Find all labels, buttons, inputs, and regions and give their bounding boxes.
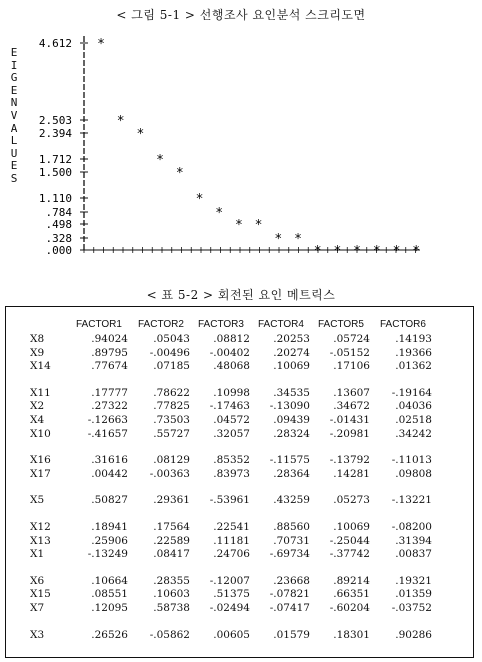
y-axis-letter: N xyxy=(10,96,18,110)
row-label: X16 xyxy=(30,454,51,467)
y-tick-label: 4.612 xyxy=(38,37,72,50)
matrix-cell: .28355 xyxy=(153,574,190,587)
matrix-cell: .20253 xyxy=(273,333,310,345)
matrix-cell: .19366 xyxy=(395,346,432,359)
matrix-cell: .05724 xyxy=(333,333,370,345)
matrix-cell: -.37742 xyxy=(329,548,370,561)
row-label: X11 xyxy=(30,386,51,399)
matrix-cell: -.60204 xyxy=(329,602,370,614)
matrix-cell: -.05862 xyxy=(149,628,190,641)
y-tick-label: .000 xyxy=(45,244,72,256)
matrix-cell: -.13249 xyxy=(87,548,128,561)
matrix-cell: .08551 xyxy=(91,588,128,601)
matrix-cell: .34672 xyxy=(333,400,370,413)
y-tick-label: .784 xyxy=(45,206,72,219)
matrix-cell: -.25044 xyxy=(329,534,370,547)
matrix-cell: .34242 xyxy=(395,427,432,440)
y-axis-letter: S xyxy=(10,172,18,185)
y-axis-letter: A xyxy=(10,121,18,135)
data-point: * xyxy=(274,232,283,247)
matrix-cell: .11181 xyxy=(213,534,250,547)
matrix-cell: -.05152 xyxy=(329,346,370,359)
rotated-factor-matrix xyxy=(5,306,474,658)
column-header: FACTOR6 xyxy=(380,319,426,330)
row-label: X13 xyxy=(30,534,51,547)
matrix-cell: .08417 xyxy=(153,548,190,561)
y-axis-letter: E xyxy=(10,159,18,173)
matrix-cell: .10069 xyxy=(273,360,310,373)
data-point: * xyxy=(215,206,224,221)
data-point: * xyxy=(392,244,401,256)
matrix-cell: -.07821 xyxy=(269,588,310,601)
matrix-cell: .85352 xyxy=(213,454,250,467)
matrix-cell: -.12007 xyxy=(209,574,250,587)
data-point: * xyxy=(254,218,263,233)
matrix-cell: .50827 xyxy=(91,494,128,507)
matrix-cell: .32057 xyxy=(213,427,250,440)
matrix-cell: .05043 xyxy=(153,333,190,345)
row-label: X15 xyxy=(30,588,51,601)
y-tick-label: 1.110 xyxy=(38,192,72,205)
row-label: X14 xyxy=(30,360,51,373)
y-axis-letter: E xyxy=(10,46,18,59)
matrix-cell: .10664 xyxy=(91,574,128,587)
row-label: X10 xyxy=(30,427,51,440)
y-tick-label: .328 xyxy=(45,232,72,245)
matrix-cell: -.01431 xyxy=(329,414,370,426)
matrix-cell: .34535 xyxy=(273,386,310,399)
table-caption: < 표 5-2 > 회전된 요인 메트릭스 xyxy=(146,288,336,302)
data-point: * xyxy=(195,192,204,207)
matrix-cell: .88560 xyxy=(273,521,310,533)
y-tick-label: 2.394 xyxy=(38,127,72,140)
matrix-cell: -.19164 xyxy=(391,386,432,399)
matrix-cell: .00442 xyxy=(91,467,128,480)
matrix-cell: .17777 xyxy=(91,386,128,399)
matrix-cell: -.12663 xyxy=(87,414,128,426)
matrix-cell: .18941 xyxy=(91,521,128,533)
matrix-cell: .55727 xyxy=(153,427,190,440)
y-tick-label: .498 xyxy=(45,218,72,231)
matrix-cell: -.02494 xyxy=(209,602,250,614)
matrix-cell: .31616 xyxy=(91,454,128,467)
matrix-cell: -.00363 xyxy=(149,467,190,480)
matrix-cell: -.41657 xyxy=(87,427,128,440)
matrix-cell: .94024 xyxy=(91,333,128,345)
figure-caption: < 그림 5-1 > 선행조사 요인분석 스크리도면 xyxy=(116,8,366,22)
column-header: FACTOR3 xyxy=(198,319,244,330)
matrix-cell: .00837 xyxy=(395,548,432,561)
matrix-cell: -.17463 xyxy=(209,400,250,413)
matrix-cell: -.00402 xyxy=(209,346,250,359)
column-header: FACTOR4 xyxy=(258,319,304,330)
matrix-cell: .09439 xyxy=(273,414,310,426)
matrix-cell: .22541 xyxy=(213,521,250,533)
matrix-cell: .28324 xyxy=(273,427,310,440)
data-point: * xyxy=(156,153,165,168)
data-point: * xyxy=(353,244,362,256)
matrix-cell: .66351 xyxy=(333,588,370,601)
matrix-cell: .28364 xyxy=(273,467,310,480)
y-axis-letter: L xyxy=(10,134,18,148)
matrix-cell: .00605 xyxy=(213,628,250,641)
matrix-cell: -.13792 xyxy=(329,454,370,467)
matrix-cell: .58738 xyxy=(153,602,190,614)
matrix-cell: .13607 xyxy=(333,386,370,399)
matrix-cell: -.00496 xyxy=(149,346,190,359)
matrix-cell: .77825 xyxy=(153,400,190,413)
matrix-cell: .01579 xyxy=(273,628,310,641)
matrix-cell: .17564 xyxy=(153,521,190,533)
matrix-cell: -.11575 xyxy=(269,454,310,467)
column-header: FACTOR5 xyxy=(318,319,364,330)
data-point: * xyxy=(412,244,421,256)
matrix-cell: .26526 xyxy=(91,628,128,641)
y-tick-label: 1.712 xyxy=(38,153,72,166)
matrix-cell: .20274 xyxy=(273,346,310,359)
data-point: * xyxy=(372,244,381,256)
row-label: X9 xyxy=(30,346,45,359)
matrix-cell: .14281 xyxy=(333,467,370,480)
y-tick-label: 1.500 xyxy=(38,166,72,179)
matrix-cell: .10998 xyxy=(213,386,250,399)
y-tick-label: 2.503 xyxy=(38,114,72,127)
matrix-cell: .73503 xyxy=(153,414,190,426)
row-label: X4 xyxy=(30,414,45,426)
row-label: X12 xyxy=(30,521,51,533)
row-label: X5 xyxy=(30,494,45,507)
y-axis-letter: G xyxy=(10,71,18,85)
matrix-cell: .22589 xyxy=(153,534,190,547)
matrix-cell: .12095 xyxy=(91,602,128,614)
data-point: * xyxy=(136,127,145,142)
scree-plot xyxy=(0,28,482,256)
y-axis-letter: U xyxy=(10,146,18,160)
column-header: FACTOR1 xyxy=(76,319,122,330)
matrix-cell: .05273 xyxy=(333,494,370,507)
matrix-cell: .83973 xyxy=(213,467,250,480)
matrix-cell: -.13221 xyxy=(391,494,432,507)
matrix-cell: .70731 xyxy=(273,534,310,547)
matrix-cell: .07185 xyxy=(153,360,190,373)
matrix-cell: .14193 xyxy=(395,333,432,345)
matrix-cell: .10069 xyxy=(333,521,370,533)
matrix-cell: .23668 xyxy=(273,574,310,587)
matrix-cell: .51375 xyxy=(213,588,250,601)
data-point: * xyxy=(333,244,342,256)
data-point: * xyxy=(175,166,184,181)
matrix-cell: .08129 xyxy=(153,454,190,467)
row-label: X8 xyxy=(30,333,45,345)
matrix-cell: .02518 xyxy=(395,414,432,426)
matrix-cell: -.20981 xyxy=(329,427,370,440)
matrix-cell: .78622 xyxy=(153,386,190,399)
data-point: * xyxy=(97,37,105,52)
matrix-cell: .25906 xyxy=(91,534,128,547)
matrix-cell: .01359 xyxy=(395,588,432,601)
row-label: X2 xyxy=(30,400,45,413)
matrix-cell: .27322 xyxy=(91,400,128,413)
matrix-cell: .08812 xyxy=(213,333,250,345)
matrix-cell: .48068 xyxy=(213,360,250,373)
matrix-cell: .04572 xyxy=(213,414,250,426)
data-point: * xyxy=(294,232,302,247)
matrix-cell: .04036 xyxy=(395,400,432,413)
data-point: * xyxy=(313,244,322,256)
matrix-cell: -.11013 xyxy=(391,454,432,467)
matrix-cell: .10603 xyxy=(153,588,190,601)
matrix-cell: .24706 xyxy=(213,548,250,561)
matrix-cell: -.07417 xyxy=(269,602,310,614)
row-label: X3 xyxy=(30,628,45,641)
matrix-cell: .17106 xyxy=(333,360,370,373)
matrix-cell: .89214 xyxy=(333,574,370,587)
matrix-cell: -.13090 xyxy=(269,400,310,413)
column-header: FACTOR2 xyxy=(138,319,184,330)
row-label: X17 xyxy=(30,467,51,480)
data-point: * xyxy=(234,218,243,233)
matrix-cell: .77674 xyxy=(91,360,128,373)
matrix-cell: -.69734 xyxy=(269,548,310,561)
matrix-cell: .18301 xyxy=(333,628,370,641)
matrix-cell: -.53961 xyxy=(209,494,250,507)
matrix-cell: .29361 xyxy=(153,494,190,507)
matrix-cell: .31394 xyxy=(395,534,432,547)
matrix-cell: .19321 xyxy=(395,574,432,587)
matrix-cell: .89795 xyxy=(91,346,128,359)
row-label: X7 xyxy=(30,602,45,614)
row-label: X1 xyxy=(30,548,45,561)
matrix-cell: .90286 xyxy=(395,628,432,641)
matrix-cell: -.08200 xyxy=(391,521,432,533)
data-point: * xyxy=(116,114,125,129)
y-axis-letter: I xyxy=(10,58,18,72)
matrix-cell: .01362 xyxy=(395,360,432,373)
row-label: X6 xyxy=(30,574,45,587)
matrix-cell: -.03752 xyxy=(391,602,432,614)
matrix-cell: .09808 xyxy=(395,467,432,480)
y-axis-letter: V xyxy=(10,109,18,122)
matrix-cell: .43259 xyxy=(273,494,310,507)
y-axis-letter: E xyxy=(10,83,18,97)
